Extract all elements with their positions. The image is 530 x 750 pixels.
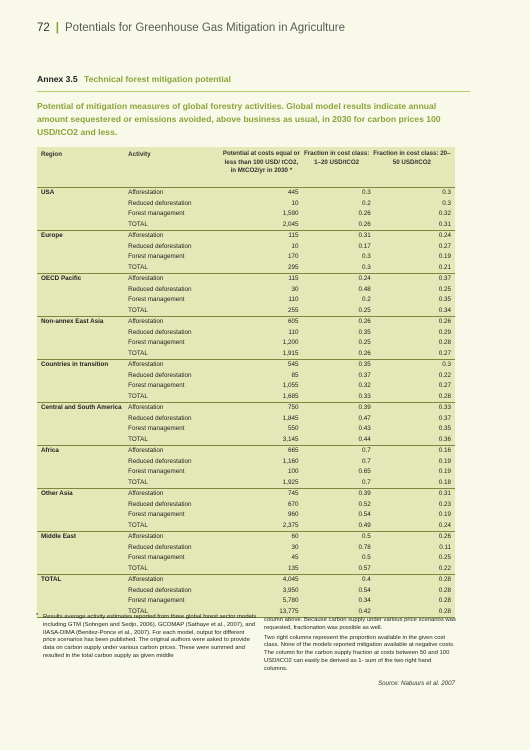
fraction-20-50-cell: 0.28 — [438, 339, 452, 346]
region-cell — [37, 199, 128, 210]
activity-cell: Afforestation — [128, 447, 164, 454]
region-cell — [37, 252, 128, 263]
region-cell — [37, 414, 128, 425]
activity-cell: TOTAL — [128, 478, 148, 486]
activity-cell: TOTAL — [128, 521, 148, 529]
potential-cell: 10 — [291, 199, 299, 207]
activity-cell: Forest management — [128, 468, 185, 475]
potential-cell: 295 — [287, 263, 299, 271]
annex-label: Annex 3.5 — [37, 74, 78, 84]
potential-cell: 255 — [287, 306, 299, 314]
activity-cell: Afforestation — [128, 404, 164, 411]
table-row — [37, 510, 455, 521]
table-row — [37, 596, 455, 607]
region-cell: Countries in transition — [41, 361, 109, 368]
source-note: Source: Nabuurs et al. 2007 — [377, 680, 455, 687]
fraction-20-50-cell: 0.3 — [442, 361, 452, 368]
activity-cell: Reduced deforestation — [128, 500, 192, 508]
activity-cell: TOTAL — [128, 392, 148, 400]
activity-cell: Forest management — [128, 382, 185, 389]
region-cell: Non-annex East Asia — [41, 318, 104, 325]
fraction-1-20-cell: 0.54 — [358, 511, 371, 518]
activity-cell: TOTAL — [128, 263, 148, 271]
activity-cell: Reduced deforestation — [128, 199, 192, 207]
potential-cell: 665 — [287, 447, 299, 454]
header-activity: Activity — [128, 151, 151, 158]
table-header — [37, 147, 455, 188]
table-row — [37, 338, 455, 349]
activity-cell: Reduced deforestation — [128, 414, 192, 422]
table-row — [37, 478, 455, 489]
fraction-20-50-cell: 0.27 — [438, 382, 452, 389]
activity-cell: Afforestation — [128, 361, 164, 368]
activity-cell: Forest management — [128, 554, 185, 561]
activity-cell: Reduced deforestation — [128, 242, 192, 250]
activity-cell: Afforestation — [128, 318, 164, 325]
fraction-20-50-cell: 0.21 — [438, 263, 452, 271]
fraction-20-50-cell: 0.25 — [438, 554, 452, 561]
data-table — [37, 147, 455, 618]
region-cell — [37, 521, 128, 532]
potential-cell: 30 — [291, 285, 299, 293]
table-row — [37, 457, 455, 468]
table-row — [37, 564, 455, 575]
table-row — [37, 402, 455, 414]
fraction-1-20-cell: 0.3 — [362, 189, 371, 196]
activity-cell: Afforestation — [128, 275, 164, 282]
fraction-20-50-cell: 0.33 — [438, 404, 452, 411]
fraction-1-20-cell: 0.7 — [362, 447, 371, 454]
region-cell — [37, 295, 128, 306]
fraction-20-50-cell: 0.19 — [438, 253, 452, 260]
fraction-20-50-cell: 0.35 — [438, 425, 452, 432]
activity-cell: Afforestation — [128, 576, 164, 583]
fraction-1-20-cell: 0.7 — [362, 478, 371, 486]
fraction-1-20-cell: 0.25 — [358, 306, 371, 314]
potential-cell: 670 — [287, 500, 299, 508]
potential-cell: 85 — [291, 371, 299, 379]
region-cell — [37, 306, 128, 317]
table-row — [37, 521, 455, 532]
fraction-1-20-cell: 0.57 — [358, 564, 371, 572]
fraction-1-20-cell: 0.24 — [358, 275, 371, 282]
activity-cell: Afforestation — [128, 533, 164, 540]
fraction-20-50-cell: 0.31 — [438, 220, 452, 228]
table-row — [37, 263, 455, 274]
fraction-1-20-cell: 0.3 — [362, 263, 371, 271]
fraction-1-20-cell: 0.42 — [358, 607, 371, 615]
fraction-1-20-cell: 0.26 — [358, 210, 371, 217]
table-row — [37, 306, 455, 317]
potential-cell: 1,055 — [282, 382, 299, 389]
region-cell — [37, 209, 128, 220]
fraction-20-50-cell: 0.28 — [438, 576, 452, 583]
table-row — [37, 295, 455, 306]
fraction-20-50-cell: 0.22 — [438, 564, 452, 572]
fraction-1-20-cell: 0.17 — [358, 242, 371, 250]
fraction-20-50-cell: 0.19 — [438, 511, 452, 518]
potential-cell: 550 — [287, 425, 299, 432]
fraction-1-20-cell: 0.7 — [362, 457, 371, 465]
potential-cell: 5,780 — [282, 597, 299, 604]
region-cell: Middle East — [41, 533, 76, 540]
footnote-marker: * — [36, 613, 39, 619]
region-cell — [37, 285, 128, 296]
region-cell — [37, 510, 128, 521]
fraction-1-20-cell: 0.78 — [358, 543, 371, 551]
table-body — [37, 188, 455, 617]
fraction-20-50-cell: 0.28 — [438, 586, 452, 594]
fraction-1-20-cell: 0.25 — [358, 339, 371, 346]
potential-cell: 110 — [288, 328, 299, 336]
region-cell — [37, 500, 128, 511]
header-fraction-20-50: Fraction in cost class: 20–50 USD/tCO2 — [373, 150, 451, 166]
region-cell — [37, 478, 128, 489]
fraction-20-50-cell: 0.31 — [438, 490, 452, 497]
activity-cell: Forest management — [128, 210, 185, 217]
footnote-text-right-1: column above. Because carbon supply under various price scenarios was requested, fractionation was possible as well. — [264, 617, 456, 631]
fraction-1-20-cell: 0.5 — [362, 533, 371, 540]
fraction-20-50-cell: 0.3 — [442, 189, 452, 196]
fraction-1-20-cell: 0.26 — [358, 318, 371, 325]
table-row — [37, 285, 455, 296]
activity-cell: Reduced deforestation — [128, 285, 192, 293]
table-row — [37, 328, 455, 339]
fraction-1-20-cell: 0.2 — [362, 296, 371, 303]
region-cell — [37, 263, 128, 274]
table-row — [37, 242, 455, 253]
activity-cell: Forest management — [128, 511, 185, 518]
fraction-20-50-cell: 0.34 — [438, 306, 452, 314]
potential-cell: 115 — [288, 232, 299, 239]
fraction-20-50-cell: 0.25 — [438, 285, 452, 293]
footnote-text-left: Results average activity estimates reported from three global forest sector models including GTM (Sohngen and Sedjo, 2006), GCOMAP (Sathaye et al., 2007), and IIASA-DIMA (Benitez-Ponce et al., 2007). For each model, output for different price scenarios has been published. The original authors were asked to provide data on carbon supply under various carbon prices. These were summed and resulted in the total carbon supply as given middle — [43, 614, 257, 659]
region-cell: Africa — [41, 447, 59, 454]
potential-cell: 1,915 — [282, 349, 299, 357]
region-cell — [37, 564, 128, 575]
activity-cell: TOTAL — [128, 306, 148, 314]
activity-cell: Reduced deforestation — [128, 457, 192, 465]
table-row — [37, 500, 455, 511]
activity-cell: Forest management — [128, 425, 185, 432]
potential-cell: 13,775 — [279, 607, 299, 615]
table-row — [37, 488, 455, 500]
region-cell — [37, 392, 128, 403]
table-row — [37, 574, 455, 586]
fraction-1-20-cell: 0.43 — [358, 425, 371, 432]
fraction-1-20-cell: 0.48 — [358, 285, 371, 293]
annex-title: Technical forest mitigation potential — [84, 74, 231, 84]
activity-cell: Afforestation — [128, 490, 164, 497]
page-number: 72 — [37, 22, 50, 34]
region-cell — [37, 596, 128, 607]
fraction-20-50-cell: 0.28 — [438, 607, 452, 615]
fraction-1-20-cell: 0.33 — [358, 392, 371, 400]
fraction-20-50-cell: 0.24 — [438, 521, 452, 529]
fraction-1-20-cell: 0.52 — [358, 500, 371, 508]
region-cell — [37, 338, 128, 349]
potential-cell: 3,145 — [282, 435, 299, 443]
table-row — [37, 371, 455, 382]
potential-cell: 605 — [287, 318, 299, 325]
potential-cell: 2,375 — [282, 521, 299, 529]
activity-cell: Afforestation — [128, 232, 164, 239]
fraction-20-50-cell: 0.26 — [438, 318, 452, 325]
potential-cell: 1,200 — [282, 339, 299, 346]
annex-heading — [37, 74, 231, 84]
region-cell: Central and South America — [41, 404, 122, 411]
header-separator: | — [55, 22, 60, 34]
table-row — [37, 445, 455, 457]
table-row — [37, 414, 455, 425]
divider — [37, 91, 470, 92]
table-row — [37, 553, 455, 564]
potential-cell: 170 — [287, 253, 299, 260]
potential-cell: 545 — [287, 361, 299, 368]
table-row — [37, 252, 455, 263]
potential-cell: 445 — [287, 189, 299, 196]
fraction-20-50-cell: 0.28 — [438, 392, 452, 400]
potential-cell: 100 — [287, 468, 299, 475]
region-cell — [37, 543, 128, 554]
region-cell — [37, 435, 128, 446]
fraction-1-20-cell: 0.5 — [362, 554, 371, 561]
table-row — [37, 435, 455, 446]
table-row — [37, 586, 455, 597]
table-row — [37, 273, 455, 285]
fraction-20-50-cell: 0.18 — [438, 478, 452, 486]
fraction-20-50-cell: 0.35 — [438, 296, 452, 303]
fraction-20-50-cell: 0.27 — [438, 349, 452, 357]
region-cell — [37, 424, 128, 435]
activity-cell: Forest management — [128, 253, 185, 260]
fraction-20-50-cell: 0.26 — [438, 533, 452, 540]
region-cell — [37, 457, 128, 468]
table-caption: Potential of mitigation measures of global forestry activities. Global model results indicate annual amount sequestered or emissions avoided, above business as usual, in 2030 for carbon prices 100 USD/tCO2 and less. — [37, 101, 441, 137]
fraction-20-50-cell: 0.3 — [442, 199, 452, 207]
region-cell — [37, 349, 128, 360]
table-row — [37, 188, 455, 199]
fraction-20-50-cell: 0.37 — [438, 414, 452, 422]
activity-cell: TOTAL — [128, 349, 148, 357]
region-cell: Europe — [41, 232, 63, 239]
activity-cell: Reduced deforestation — [128, 543, 192, 551]
fraction-20-50-cell: 0.11 — [439, 543, 452, 551]
fraction-1-20-cell: 0.3 — [362, 253, 371, 260]
potential-cell: 745 — [287, 490, 299, 497]
header-fraction-1-20: Fraction in cost class: 1–20 USD/tCO2 — [303, 150, 370, 166]
region-cell — [37, 553, 128, 564]
table-row — [37, 543, 455, 554]
potential-cell: 1,160 — [282, 457, 299, 465]
potential-cell: 960 — [287, 511, 299, 518]
fraction-20-50-cell: 0.37 — [438, 275, 452, 282]
table-row — [37, 392, 455, 403]
fraction-20-50-cell: 0.29 — [438, 328, 452, 336]
activity-cell: TOTAL — [128, 564, 148, 572]
footnote-left — [37, 614, 257, 661]
region-cell: Other Asia — [41, 490, 73, 497]
region-cell — [37, 220, 128, 231]
fraction-1-20-cell: 0.39 — [358, 404, 371, 411]
page-header — [37, 22, 345, 34]
fraction-1-20-cell: 0.32 — [358, 382, 371, 389]
potential-cell: 1,590 — [282, 210, 299, 217]
header-region: Region — [41, 151, 62, 158]
activity-cell: Forest management — [128, 296, 185, 303]
fraction-20-50-cell: 0.32 — [438, 210, 452, 217]
fraction-20-50-cell: 0.19 — [438, 457, 452, 465]
activity-cell: Forest management — [128, 339, 185, 346]
region-cell — [37, 467, 128, 478]
footnote-right — [264, 617, 456, 676]
fraction-20-50-cell: 0.16 — [438, 447, 452, 454]
fraction-1-20-cell: 0.4 — [362, 576, 371, 583]
fraction-1-20-cell: 0.35 — [358, 328, 371, 336]
table-row — [37, 359, 455, 371]
region-cell — [37, 381, 128, 392]
potential-cell: 115 — [288, 275, 299, 282]
fraction-20-50-cell: 0.22 — [438, 371, 452, 379]
table-row — [37, 209, 455, 220]
fraction-1-20-cell: 0.47 — [358, 414, 371, 422]
activity-cell: TOTAL — [128, 435, 148, 443]
potential-cell: 4,045 — [282, 576, 299, 583]
fraction-20-50-cell: 0.28 — [438, 597, 452, 604]
fraction-1-20-cell: 0.44 — [358, 435, 371, 443]
footnote-text-right-2: Two right columns represent the proportion available in the given cost class. None of the models reported mitigation available at negative costs. The column for the carbon supply fraction at costs between 50 and 100 USD/tCO2 can easily be derived as 1- sum of the two right hand columns. — [264, 634, 455, 672]
fraction-20-50-cell: 0.36 — [438, 435, 452, 443]
potential-cell: 2,045 — [282, 220, 299, 228]
potential-cell: 110 — [288, 296, 299, 303]
region-cell: OECD Pacific — [41, 275, 82, 282]
fraction-1-20-cell: 0.65 — [358, 468, 371, 475]
potential-cell: 3,950 — [282, 586, 299, 594]
table-row — [37, 349, 455, 360]
fraction-20-50-cell: 0.19 — [438, 468, 452, 475]
table-row — [37, 467, 455, 478]
fraction-20-50-cell: 0.24 — [438, 232, 452, 239]
potential-cell: 30 — [291, 543, 299, 551]
activity-cell: TOTAL — [128, 220, 148, 228]
potential-cell: 750 — [287, 404, 299, 411]
activity-cell: Forest management — [128, 597, 185, 604]
header-potential: Potential at costs equal or less than 100 USD/ tCO2, in MtCO2/yr in 2030 * — [222, 150, 300, 174]
activity-cell: TOTAL — [128, 607, 148, 615]
activity-cell: Reduced deforestation — [128, 586, 192, 594]
activity-cell: Afforestation — [128, 189, 164, 196]
region-cell — [37, 371, 128, 382]
potential-cell: 1,685 — [282, 392, 299, 400]
fraction-1-20-cell: 0.49 — [358, 521, 371, 529]
region-cell — [37, 586, 128, 597]
potential-cell: 60 — [291, 533, 299, 540]
fraction-1-20-cell: 0.37 — [358, 371, 371, 379]
fraction-1-20-cell: 0.26 — [358, 220, 371, 228]
fraction-1-20-cell: 0.2 — [362, 199, 371, 207]
table-row — [37, 199, 455, 210]
region-cell — [37, 328, 128, 339]
table-row — [37, 424, 455, 435]
activity-cell: Reduced deforestation — [128, 371, 192, 379]
fraction-1-20-cell: 0.35 — [358, 361, 371, 368]
fraction-20-50-cell: 0.23 — [438, 500, 452, 508]
table-row — [37, 230, 455, 242]
running-title: Potentials for Greenhouse Gas Mitigation in Agriculture — [65, 22, 345, 34]
fraction-20-50-cell: 0.27 — [438, 242, 452, 250]
potential-cell: 1,845 — [282, 414, 299, 422]
fraction-1-20-cell: 0.39 — [358, 490, 371, 497]
fraction-1-20-cell: 0.54 — [358, 586, 371, 594]
potential-cell: 1,925 — [282, 478, 299, 486]
fraction-1-20-cell: 0.26 — [358, 349, 371, 357]
table-row — [37, 316, 455, 328]
table-row — [37, 381, 455, 392]
region-cell: TOTAL — [41, 576, 62, 583]
region-cell: USA — [41, 189, 55, 196]
activity-cell: Reduced deforestation — [128, 328, 192, 336]
region-cell — [37, 242, 128, 253]
table-row — [37, 531, 455, 543]
potential-cell: 135 — [287, 564, 299, 572]
potential-cell: 10 — [291, 242, 299, 250]
table-row — [37, 220, 455, 231]
fraction-1-20-cell: 0.34 — [358, 597, 371, 604]
potential-cell: 45 — [291, 554, 299, 561]
fraction-1-20-cell: 0.31 — [358, 232, 371, 239]
